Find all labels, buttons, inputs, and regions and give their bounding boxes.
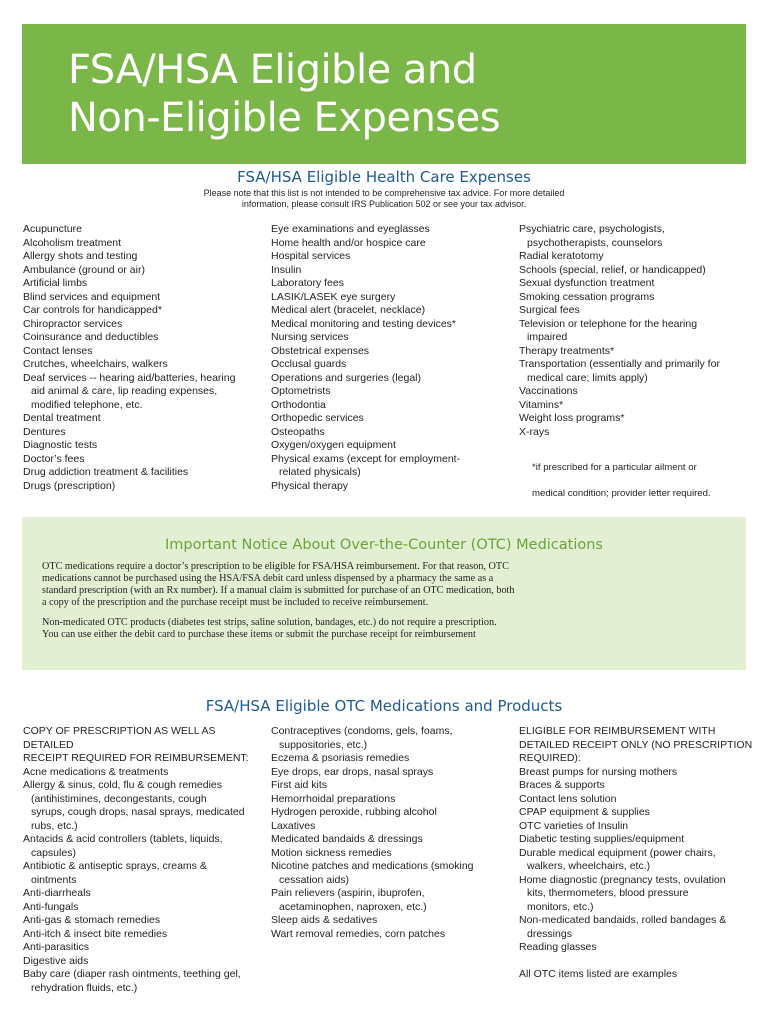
list-item: Hospital services (271, 250, 351, 262)
list-item: Home diagnostic (pregnancy tests, ovulation (519, 873, 726, 886)
list-item: Dentures (23, 425, 66, 438)
list-item: Antacids & acid controllers (tablets, liquids, (23, 833, 223, 845)
list-item: Crutches, wheelchairs, walkers (23, 358, 168, 370)
list-item: suppositories, etc.) (279, 738, 368, 751)
list-item: Oxygen/oxygen equipment (271, 439, 396, 451)
list-item: Anti-itch & insect bite remedies (23, 927, 168, 940)
otc-prescription-required-column (23, 725, 268, 995)
list-item: First aid kits (271, 779, 328, 791)
list-item: Operations and surgeries (legal) (271, 371, 421, 384)
list-item: Orthodontia (271, 398, 326, 411)
list-item: acetaminophen, naproxen, etc.) (279, 900, 427, 913)
eligible-expenses-heading: FSA/HSA Eligible Health Care Expenses (237, 168, 531, 186)
list-item: dressings (527, 927, 572, 940)
list-item: aid animal & care, lip reading expenses, (31, 385, 218, 397)
list-item: Anti-gas & stomach remedies (23, 914, 161, 926)
list-item: syrups, cough drops, nasal sprays, medicated (31, 806, 245, 818)
list-item: Vaccinations (519, 385, 578, 397)
otc-notice-paragraph-2 (42, 617, 612, 641)
list-item: Chiropractor services (23, 317, 123, 330)
list-item: Breast pumps for nursing mothers (519, 765, 678, 778)
list-item: COPY OF PRESCRIPTION AS WELL AS DETAILED (23, 725, 216, 751)
otc-products-column-2 (271, 725, 511, 941)
eligible-expenses-column-1 (23, 223, 263, 493)
tax-advice-note-line1: Please note that this list is not intended to be comprehensive tax advice. For more detailed (203, 188, 565, 198)
paragraph-line: standard prescription (with an Rx number). If a manual claim is submitted for purchase of an OTC medication, both (42, 585, 515, 596)
list-item: Psychiatric care, psychologists, (519, 223, 665, 235)
list-item: Pain relievers (aspirin, ibuprofen, (271, 887, 425, 899)
title-banner (22, 24, 746, 164)
list-item: Hemorrhoidal preparations (271, 792, 396, 805)
list-item: DETAILED RECEIPT ONLY (NO PRESCRIPTION (519, 738, 753, 751)
list-item: Durable medical equipment (power chairs, (519, 846, 716, 859)
list-item: Artificial limbs (23, 277, 88, 289)
tax-advice-note (184, 188, 584, 210)
list-item: rubs, etc.) (31, 819, 78, 832)
list-item: Schools (special, relief, or handicapped) (519, 263, 706, 276)
list-item: LASIK/LASEK eye surgery (271, 290, 396, 303)
paragraph-line: OTC medications require a doctor’s prescription to be eligible for FSA/HSA reimbursement. For that reason, OTC (42, 561, 509, 572)
list-item: Non-medicated bandaids, rolled bandages & (519, 914, 727, 926)
list-item: Medical monitoring and testing devices* (271, 317, 457, 330)
list-item: Deaf services -- hearing aid/batteries, hearing (23, 371, 236, 384)
list-item: kits, thermometers, blood pressure (527, 887, 689, 899)
list-item: related physicals) (279, 466, 361, 478)
list-item: impaired (527, 331, 568, 343)
list-item: Alcoholism treatment (23, 236, 122, 249)
list-item: Drug addiction treatment & facilities (23, 466, 189, 478)
list-item: REQUIRED): (519, 752, 581, 764)
list-item: Nursing services (271, 331, 349, 343)
list-item: modified telephone, etc. (31, 398, 143, 411)
list-item: Allergy shots and testing (23, 250, 138, 262)
list-item: Drugs (prescription) (23, 479, 116, 492)
list-item: Smoking cessation programs (519, 290, 655, 303)
list-item: Car controls for handicapped* (23, 304, 162, 316)
list-item: Radial keratotomy (519, 250, 604, 262)
prescription-footnote-line2: medical condition; provider letter required. (532, 488, 711, 499)
list-item: Diagnostic tests (23, 439, 98, 451)
prescription-footnote (532, 448, 752, 500)
list-item: CPAP equipment & supplies (519, 806, 650, 818)
list-item: Ambulance (ground or air) (23, 263, 145, 276)
list-item: rehydration fluids, etc.) (31, 981, 138, 994)
list-item: Eye drops, ear drops, nasal sprays (271, 765, 434, 778)
list-item: Medical alert (bracelet, necklace) (271, 304, 426, 316)
list-item: Home health and/or hospice care (271, 236, 426, 249)
list-item: Diabetic testing supplies/equipment (519, 833, 685, 845)
page-title-line2: Non-Eligible Expenses (68, 95, 501, 141)
list-item (519, 955, 759, 969)
list-item: walkers, wheelchairs, etc.) (527, 860, 651, 872)
list-item: Dental treatment (23, 412, 101, 424)
list-item: Occlusal guards (271, 358, 347, 370)
list-item: X-rays (519, 425, 550, 438)
list-item: Medicated bandaids & dressings (271, 833, 423, 845)
list-item: Coinsurance and deductibles (23, 331, 159, 343)
list-item: capsules) (31, 846, 76, 859)
list-item: Sleep aids & sedatives (271, 914, 378, 926)
paragraph-line: a copy of the prescription and the purchase receipt must be included to receive reimbursement. (42, 597, 429, 608)
list-item: Nicotine patches and medications (smoking (271, 860, 474, 872)
list-item: Physical exams (except for employment- (271, 452, 461, 465)
otc-notice-paragraph-1 (42, 561, 612, 609)
list-item: Motion sickness remedies (271, 846, 392, 859)
otc-notice-title: Important Notice About Over-the-Counter (OTC) Medications (165, 537, 603, 553)
list-item: Therapy treatments* (519, 344, 615, 357)
list-item: Laboratory fees (271, 277, 344, 289)
otc-notice-box (22, 517, 746, 670)
list-item: Vitamins* (519, 398, 564, 411)
list-item: Physical therapy (271, 479, 349, 492)
list-item: Optometrists (271, 385, 331, 397)
list-item: Sexual dysfunction treatment (519, 277, 655, 289)
prescription-footnote-line1: *if prescribed for a particular ailment or (532, 462, 697, 473)
list-item: Osteopaths (271, 425, 325, 438)
list-item: Eye examinations and eyeglasses (271, 223, 430, 235)
paragraph-line: Non-medicated OTC products (diabetes test strips, saline solution, bandages, etc.) do not require a prescription. (42, 617, 497, 628)
list-item: Weight loss programs* (519, 412, 625, 424)
list-item: Anti-parasitics (23, 941, 89, 953)
paragraph-line: You can use either the debit card to purchase these items or submit the purchase receipt for reimbursement (42, 629, 476, 640)
list-item: Antibiotic & antiseptic sprays, creams & (23, 860, 207, 872)
list-item: Acne medications & treatments (23, 765, 169, 778)
list-item: monitors, etc.) (527, 900, 594, 913)
list-item: Contraceptives (condoms, gels, foams, (271, 725, 453, 737)
list-item: Anti-fungals (23, 900, 79, 913)
list-item: Laxatives (271, 819, 316, 832)
list-item: Hydrogen peroxide, rubbing alcohol (271, 806, 437, 818)
list-item: ELIGIBLE FOR REIMBURSEMENT WITH (519, 725, 716, 737)
page-title (68, 46, 500, 142)
tax-advice-note-line2: information, please consult IRS Publication 502 or see your tax advisor. (241, 199, 527, 209)
otc-receipt-only-column (519, 725, 759, 982)
list-item: Surgical fees (519, 304, 580, 316)
list-item: Wart removal remedies, corn patches (271, 927, 446, 940)
list-item: psychotherapists, counselors (527, 236, 663, 249)
list-item: Orthopedic services (271, 412, 364, 424)
list-item: Blind services and equipment (23, 290, 161, 303)
list-item: Reading glasses (519, 941, 597, 953)
list-item: Insulin (271, 263, 302, 276)
list-item: Contact lens solution (519, 792, 617, 805)
list-item: OTC varieties of Insulin (519, 819, 629, 832)
list-item: Acupuncture (23, 223, 82, 235)
list-item: Eczema & psoriasis remedies (271, 752, 410, 764)
list-item: Doctor’s fees (23, 452, 85, 465)
list-item: Braces & supports (519, 779, 605, 791)
paragraph-line: medications cannot be purchased using the HSA/FSA debit card unless dispensed by a pharmacy the same as a (42, 573, 494, 584)
list-item: Anti-diarrheals (23, 887, 91, 899)
list-item: Digestive aids (23, 954, 89, 967)
otc-products-heading: FSA/HSA Eligible OTC Medications and Products (205, 697, 563, 715)
list-item: Baby care (diaper rash ointments, teething gel, (23, 968, 241, 980)
list-item: Transportation (essentially and primarily for (519, 358, 720, 370)
list-item: Television or telephone for the hearing (519, 317, 698, 330)
list-item: (antihistimines, decongestants, cough (31, 792, 207, 805)
list-item: Obstetrical expenses (271, 344, 370, 357)
eligible-expenses-column-2 (271, 223, 511, 493)
list-item: Allergy & sinus, cold, flu & cough remedies (23, 779, 223, 791)
list-item: cessation aids) (279, 873, 350, 886)
eligible-expenses-column-3 (519, 223, 754, 439)
list-item: ointments (31, 873, 77, 886)
page-title-line1: FSA/HSA Eligible and (68, 47, 477, 93)
list-item: RECEIPT REQUIRED FOR REIMBURSEMENT: (23, 752, 249, 764)
list-item: All OTC items listed are examples (519, 968, 678, 980)
list-item: Contact lenses (23, 344, 93, 357)
list-item: medical care; limits apply) (527, 371, 648, 384)
